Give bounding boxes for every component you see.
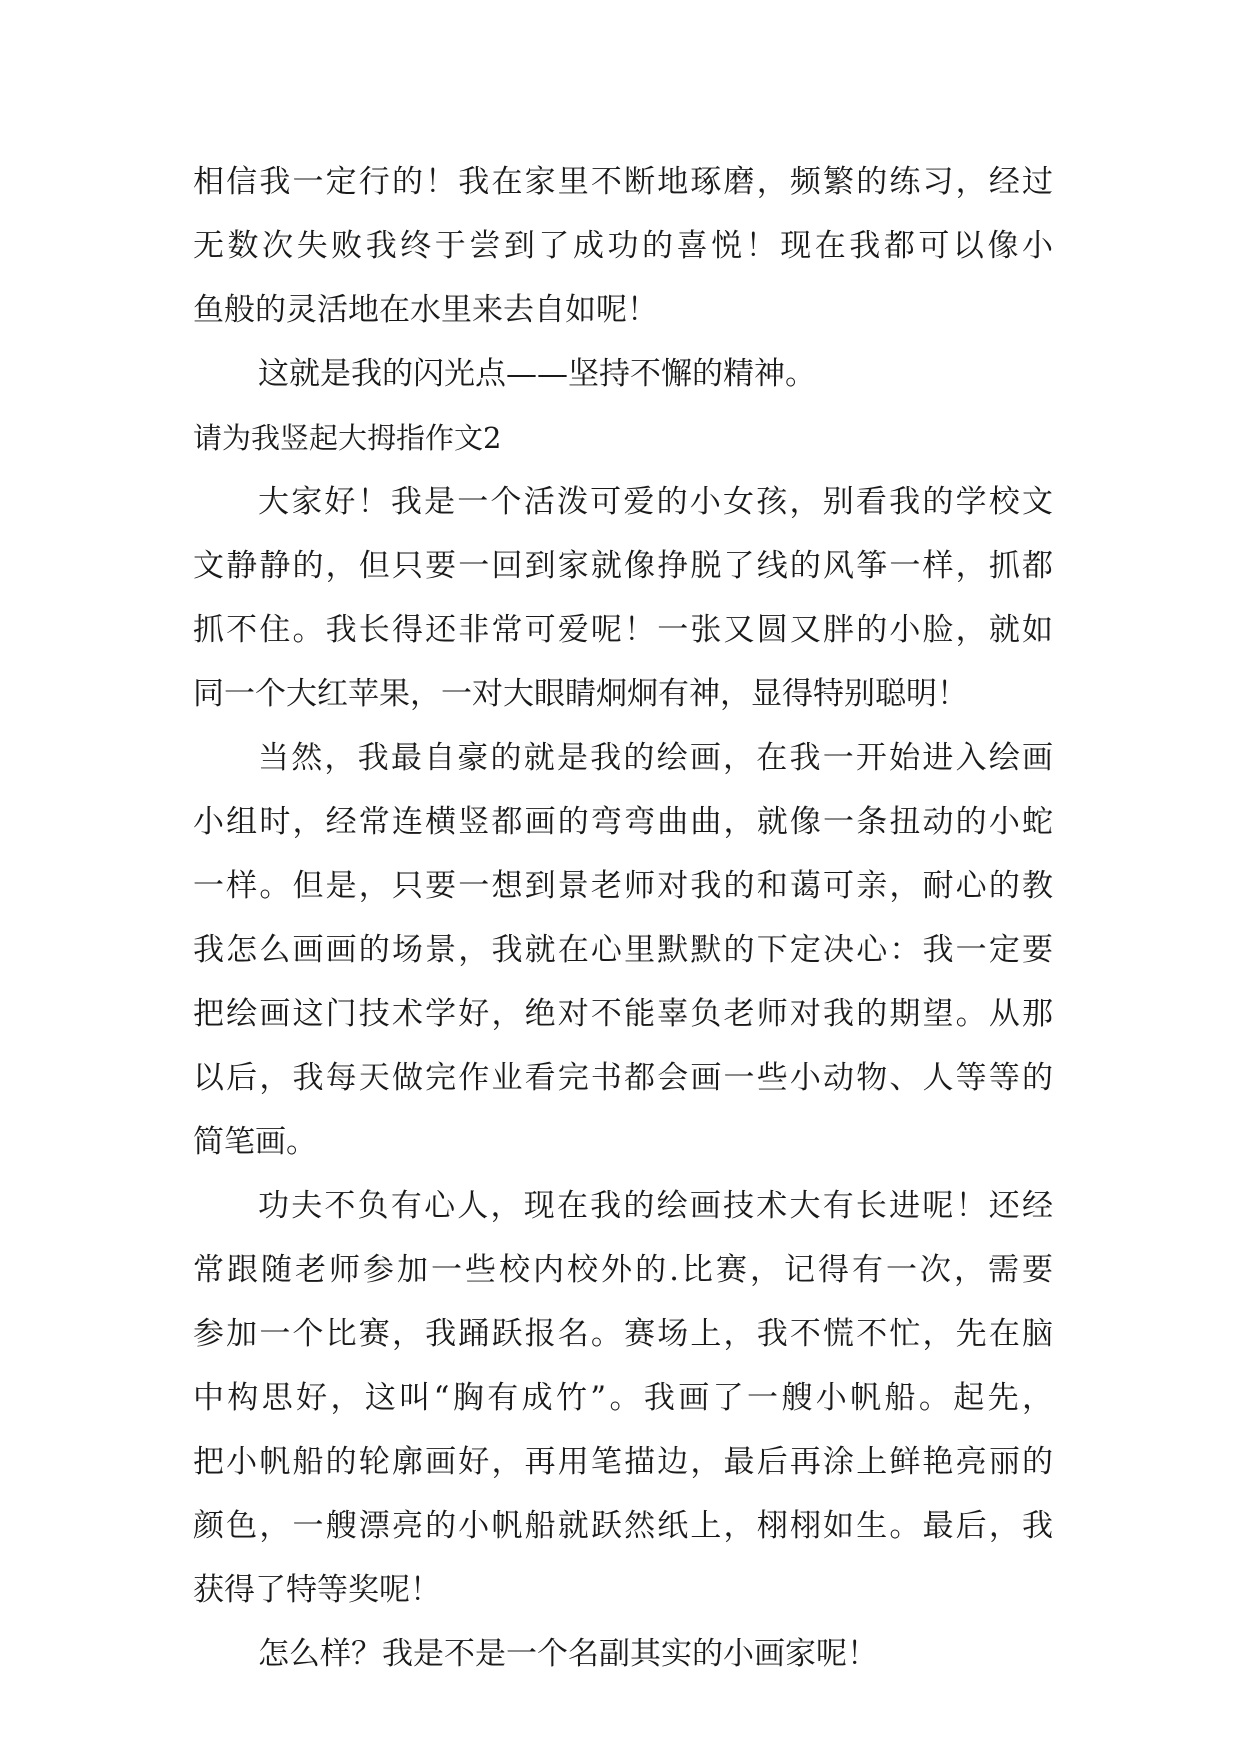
text-line: 这就是我的闪光点——坚持不懈的精神。 [258, 356, 816, 392]
text-line: 我怎么画画的场景，我就在心里默默的下定决心：我一定要 [193, 932, 1053, 968]
paragraph [193, 470, 1053, 726]
text-line: 文静静的，但只要一回到家就像挣脱了线的风筝一样，抓都 [193, 548, 1053, 584]
text-line: 中构思好，这叫“胸有成竹”。我画了一艘小帆船。起先， [193, 1380, 1053, 1416]
text-line: 参加一个比赛，我踊跃报名。赛场上，我不慌不忙，先在脑 [193, 1316, 1053, 1352]
text-line: 颜色，一艘漂亮的小帆船就跃然纸上，栩栩如生。最后，我 [193, 1508, 1053, 1544]
document-body [193, 150, 1053, 1686]
text-line: 抓不住。我长得还非常可爱呢！一张又圆又胖的小脸，就如 [193, 612, 1053, 648]
paragraph [193, 726, 1053, 1174]
text-line: 相信我一定行的！我在家里不断地琢磨，频繁的练习，经过 [193, 164, 1053, 200]
paragraph [193, 1622, 1053, 1686]
text-line: 同一个大红苹果，一对大眼睛炯炯有神，显得特别聪明！ [193, 676, 968, 712]
text-line: 把小帆船的轮廓画好，再用笔描边，最后再涂上鲜艳亮丽的 [193, 1444, 1053, 1480]
paragraph [193, 1174, 1053, 1622]
text-line: 怎么样？我是不是一个名副其实的小画家呢！ [258, 1636, 878, 1672]
text-line: 获得了特等奖呢！ [193, 1572, 441, 1608]
text-line: 大家好！我是一个活泼可爱的小女孩，别看我的学校文 [258, 484, 1053, 520]
text-line: 常跟随老师参加一些校内校外的.比赛，记得有一次，需要 [193, 1252, 1053, 1288]
text-line: 无数次失败我终于尝到了成功的喜悦！现在我都可以像小 [193, 228, 1053, 264]
text-line: 把绘画这门技术学好，绝对不能辜负老师对我的期望。从那 [193, 996, 1053, 1032]
text-line: 小组时，经常连横竖都画的弯弯曲曲，就像一条扭动的小蛇 [193, 804, 1053, 840]
paragraph [193, 150, 1053, 342]
text-line: 以后，我每天做完作业看完书都会画一些小动物、人等等的 [193, 1060, 1053, 1096]
text-line: 功夫不负有心人，现在我的绘画技术大有长进呢！还经 [258, 1188, 1053, 1224]
text-line: 简笔画。 [193, 1124, 317, 1160]
section-title: 请为我竖起大拇指作文2 [193, 421, 502, 455]
text-line: 当然，我最自豪的就是我的绘画，在我一开始进入绘画 [258, 740, 1053, 776]
paragraph [193, 342, 1053, 406]
text-line: 鱼般的灵活地在水里来去自如呢！ [193, 292, 658, 328]
text-line: 一样。但是，只要一想到景老师对我的和蔼可亲，耐心的教 [193, 868, 1053, 904]
